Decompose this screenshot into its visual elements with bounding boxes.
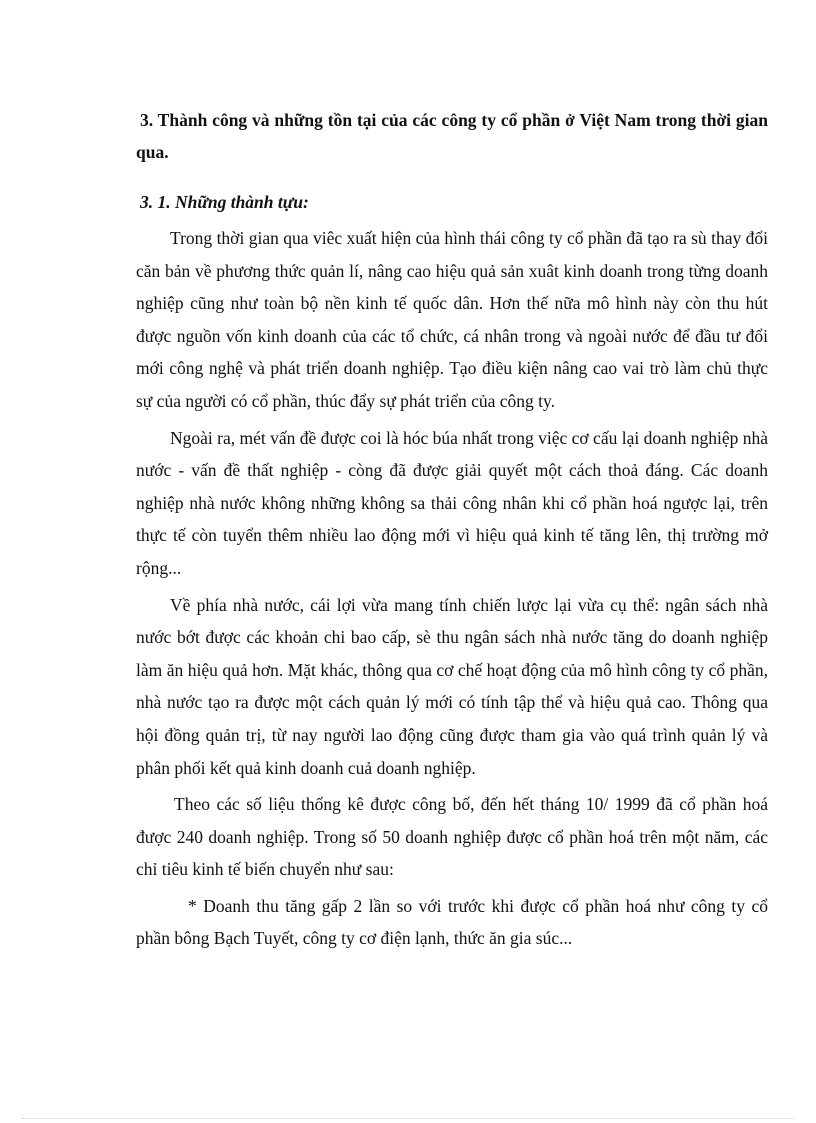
bullet-paragraph: * Doanh thu tăng gấp 2 lần so với trước khi được cổ phần hoá như công ty cổ phần bông Bạch Tuyết, công ty cơ điện lạnh, thức ăn gia súc...: [136, 895, 768, 949]
section-heading: 3. Thành công và những tồn tại của các công ty cổ phần ở Việt Nam trong thời gian qua.: [136, 110, 768, 162]
document-page: [136, 104, 768, 959]
subsection-heading: 3. 1. Những thành tựu:: [140, 192, 309, 212]
paragraph-3: Về phía nhà nước, cái lợi vừa mang tính chiến lược lại vừa cụ thể: ngân sách nhà nước bớt được các khoản chi bao cấp, sè thu ngân sách nhà nước tăng do doanh nghiệp làm ăn hiệu quả hơn. Mặt khác, thông qua cơ chế hoạt động của mô hình công ty cổ phần, nhà nước tạo ra được một cách quản lý mới có tính tập thể và hiệu quả cao. Thông qua hội đồng quản trị, từ nay người lao động cũng được tham gia vào quá trình quản lý và phân phối kết quả kinh doanh cuả doanh nghiệp.: [136, 594, 768, 778]
paragraph-1: Trong thời gian qua viêc xuất hiện của hình thái công ty cổ phần đã tạo ra sù thay đổi căn bản về phương thức quản lí, nâng cao hiệu quả sản xuât kinh doanh trong từng doanh nghiệp cũng như toàn bộ nền kinh tế quốc dân. Hơn thế nữa mô hình này còn thu hút được nguồn vốn kinh doanh của các tổ chức, cá nhân trong và ngoài nước để đầu tư đổi mới công nghệ và phát triển doanh nghiệp. Tạo điều kiện nâng cao vai trò làm chủ thực sự của người có cổ phần, thúc đẩy sự phát triển của công ty.: [136, 228, 768, 411]
paragraph-2: Ngoài ra, mét vấn đề được coi là hóc búa nhất trong việc cơ cấu lại doanh nghiệp nhà nước - vấn đề thất nghiệp - còng đã được giải quyết một cách thoả đáng. Các doanh nghiệp nhà nước không những không sa thải công nhân khi cổ phần hoá ngược lại, trên thực tế còn tuyển thêm nhiều lao động mới vì hiệu quả kinh tế tăng lên, thị trường mở rộng...: [136, 427, 768, 578]
paragraph-4: Theo các số liệu thống kê được công bố, đến hết tháng 10/ 1999 đã cổ phần hoá được 240 doanh nghiệp. Trong số 50 doanh nghiệp được cổ phần hoá trên một năm, các chỉ tiêu kinh tế biến chuyển như sau:: [136, 794, 768, 880]
page-bottom-divider: [22, 1118, 794, 1119]
